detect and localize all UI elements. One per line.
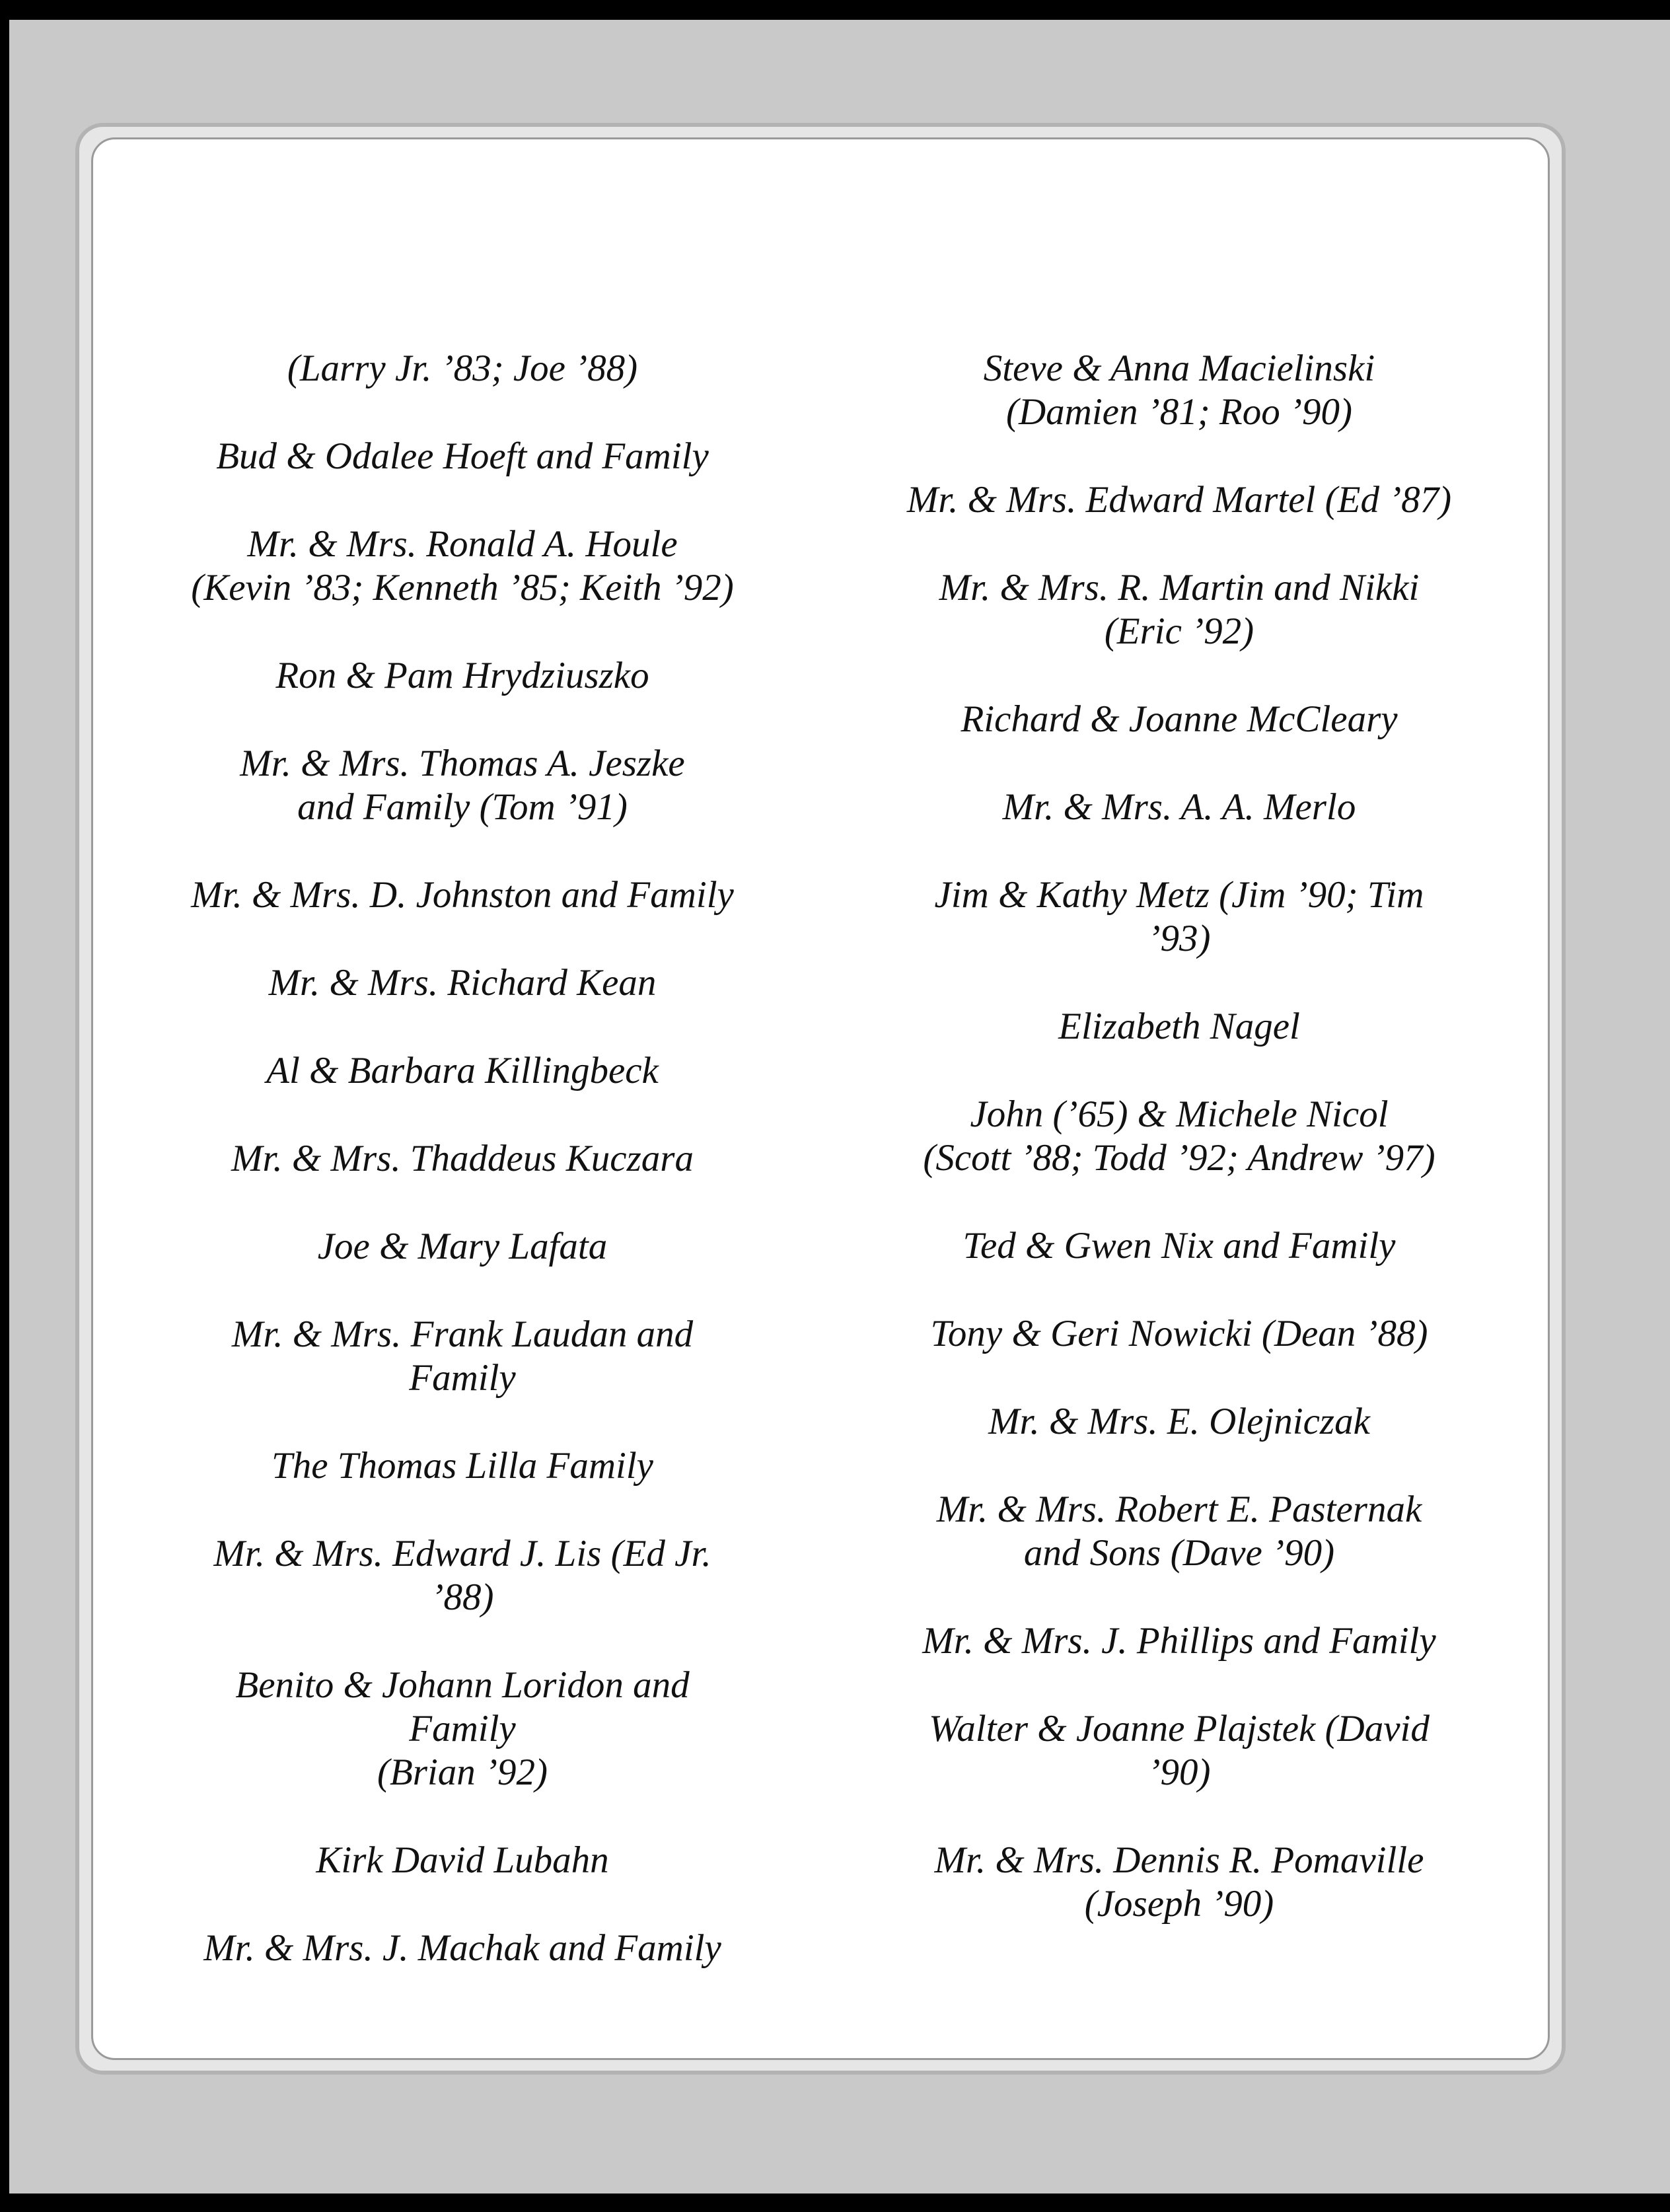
- left-name-column: [112, 347, 813, 2014]
- donor-entry-line: Mr. & Mrs. Robert E. Pasternak: [936, 1489, 1422, 1530]
- donor-entry-line: Richard & Joanne McCleary: [961, 698, 1398, 740]
- donor-entry: [112, 1225, 813, 1269]
- donor-entry-line: (Brian ’92): [377, 1751, 548, 1793]
- donor-entry-line: Mr. & Mrs. Edward Martel (Ed ’87): [906, 479, 1452, 521]
- donor-entry: [829, 698, 1529, 741]
- donor-entry-line: Kirk David Lubahn: [316, 1839, 609, 1881]
- donor-entry-line: ’93): [1147, 918, 1211, 959]
- donor-entry: [829, 1312, 1529, 1356]
- donor-entry-line: (Scott ’88; Todd ’92; Andrew ’97): [923, 1137, 1435, 1179]
- donor-entry: [112, 742, 813, 829]
- donor-entry: [829, 566, 1529, 653]
- donor-entry-line: ’90): [1147, 1751, 1211, 1793]
- donor-entry-line: Mr. & Mrs. Ronald A. Houle: [247, 523, 678, 565]
- donor-entry-line: Benito & Johann Loridon and: [235, 1664, 690, 1706]
- donor-entry-line: Ted & Gwen Nix and Family: [962, 1225, 1396, 1267]
- donor-entry-line: (Damien ’81; Roo ’90): [1006, 391, 1352, 433]
- donor-entry: [112, 1664, 813, 1794]
- donor-entry-line: (Larry Jr. ’83; Joe ’88): [287, 348, 638, 389]
- donor-entry-line: Mr. & Mrs. A. A. Merlo: [1002, 786, 1356, 828]
- donor-entry: [112, 1532, 813, 1619]
- donor-entry-line: Al & Barbara Killingbeck: [266, 1050, 659, 1091]
- donor-entry: [112, 873, 813, 917]
- donor-entry: [112, 523, 813, 610]
- donor-entry-line: ’88): [431, 1576, 494, 1618]
- donor-entry-line: (Eric ’92): [1104, 610, 1254, 652]
- donor-entry-line: (Kevin ’83; Kenneth ’85; Keith ’92): [191, 567, 734, 608]
- donor-entry-line: The Thomas Lilla Family: [272, 1445, 653, 1487]
- donor-entry-line: Mr. & Mrs. J. Machak and Family: [203, 1927, 721, 1969]
- donor-entry-line: Jim & Kathy Metz (Jim ’90; Tim: [934, 874, 1424, 916]
- donor-entry-line: Mr. & Mrs. Dennis R. Pomaville: [934, 1839, 1424, 1881]
- donor-entry: [829, 1839, 1529, 1926]
- donor-entry-line: Mr. & Mrs. D. Johnston and Family: [191, 874, 734, 916]
- donor-entry-line: Bud & Odalee Hoeft and Family: [216, 435, 709, 477]
- donor-entry: [829, 347, 1529, 434]
- donor-entry: [829, 1488, 1529, 1575]
- donor-entry-line: Walter & Joanne Plajstek (David: [929, 1708, 1430, 1750]
- donor-entry-line: Tony & Geri Nowicki (Dean ’88): [930, 1313, 1428, 1354]
- donor-entry-line: Mr. & Mrs. J. Phillips and Family: [922, 1620, 1436, 1662]
- donor-entry: [112, 347, 813, 390]
- donor-entry: [829, 873, 1529, 961]
- donor-entry-line: John (’65) & Michele Nicol: [970, 1093, 1389, 1135]
- donor-entry: [112, 1137, 813, 1181]
- donor-entry-line: and Family (Tom ’91): [297, 786, 628, 828]
- donor-entry: [112, 1839, 813, 1882]
- donor-entry-line: Family: [409, 1708, 516, 1750]
- donor-entry-line: Family: [409, 1357, 516, 1399]
- donor-entry-line: Steve & Anna Macielinski: [983, 348, 1375, 389]
- donor-entry: [829, 1005, 1529, 1049]
- donor-entry: [112, 435, 813, 478]
- donor-entry-line: (Joseph ’90): [1084, 1883, 1274, 1925]
- donor-entry: [829, 478, 1529, 522]
- donor-entry: [112, 1313, 813, 1400]
- donor-entry: [829, 1400, 1529, 1444]
- donor-entry-line: Mr. & Mrs. Thaddeus Kuczara: [231, 1138, 694, 1179]
- donor-entry-line: and Sons (Dave ’90): [1023, 1532, 1335, 1574]
- donor-entry: [829, 786, 1529, 829]
- donor-entry: [829, 1707, 1529, 1794]
- donor-entry: [112, 1049, 813, 1093]
- donor-entry: [829, 1224, 1529, 1268]
- donor-entry-line: Mr. & Mrs. Thomas A. Jeszke: [240, 743, 685, 784]
- donor-entry: [112, 961, 813, 1005]
- right-name-column: [829, 347, 1529, 1970]
- donor-entry-line: Mr. & Mrs. Frank Laudan and: [231, 1313, 694, 1355]
- donor-entry: [112, 1927, 813, 1970]
- donor-entry-line: Elizabeth Nagel: [1058, 1006, 1300, 1047]
- donor-entry-line: Joe & Mary Lafata: [317, 1226, 608, 1267]
- donor-entry: [112, 654, 813, 698]
- donor-entry-line: Ron & Pam Hrydziuszko: [275, 655, 649, 696]
- donor-entry-line: Mr. & Mrs. E. Olejniczak: [988, 1401, 1370, 1442]
- donor-entry-line: Mr. & Mrs. R. Martin and Nikki: [939, 567, 1420, 608]
- donor-entry: [829, 1619, 1529, 1663]
- donor-entry: [829, 1093, 1529, 1180]
- donor-entry-line: Mr. & Mrs. Richard Kean: [268, 962, 657, 1004]
- donor-entry: [112, 1444, 813, 1488]
- donor-entry-line: Mr. & Mrs. Edward J. Lis (Ed Jr.: [213, 1533, 711, 1574]
